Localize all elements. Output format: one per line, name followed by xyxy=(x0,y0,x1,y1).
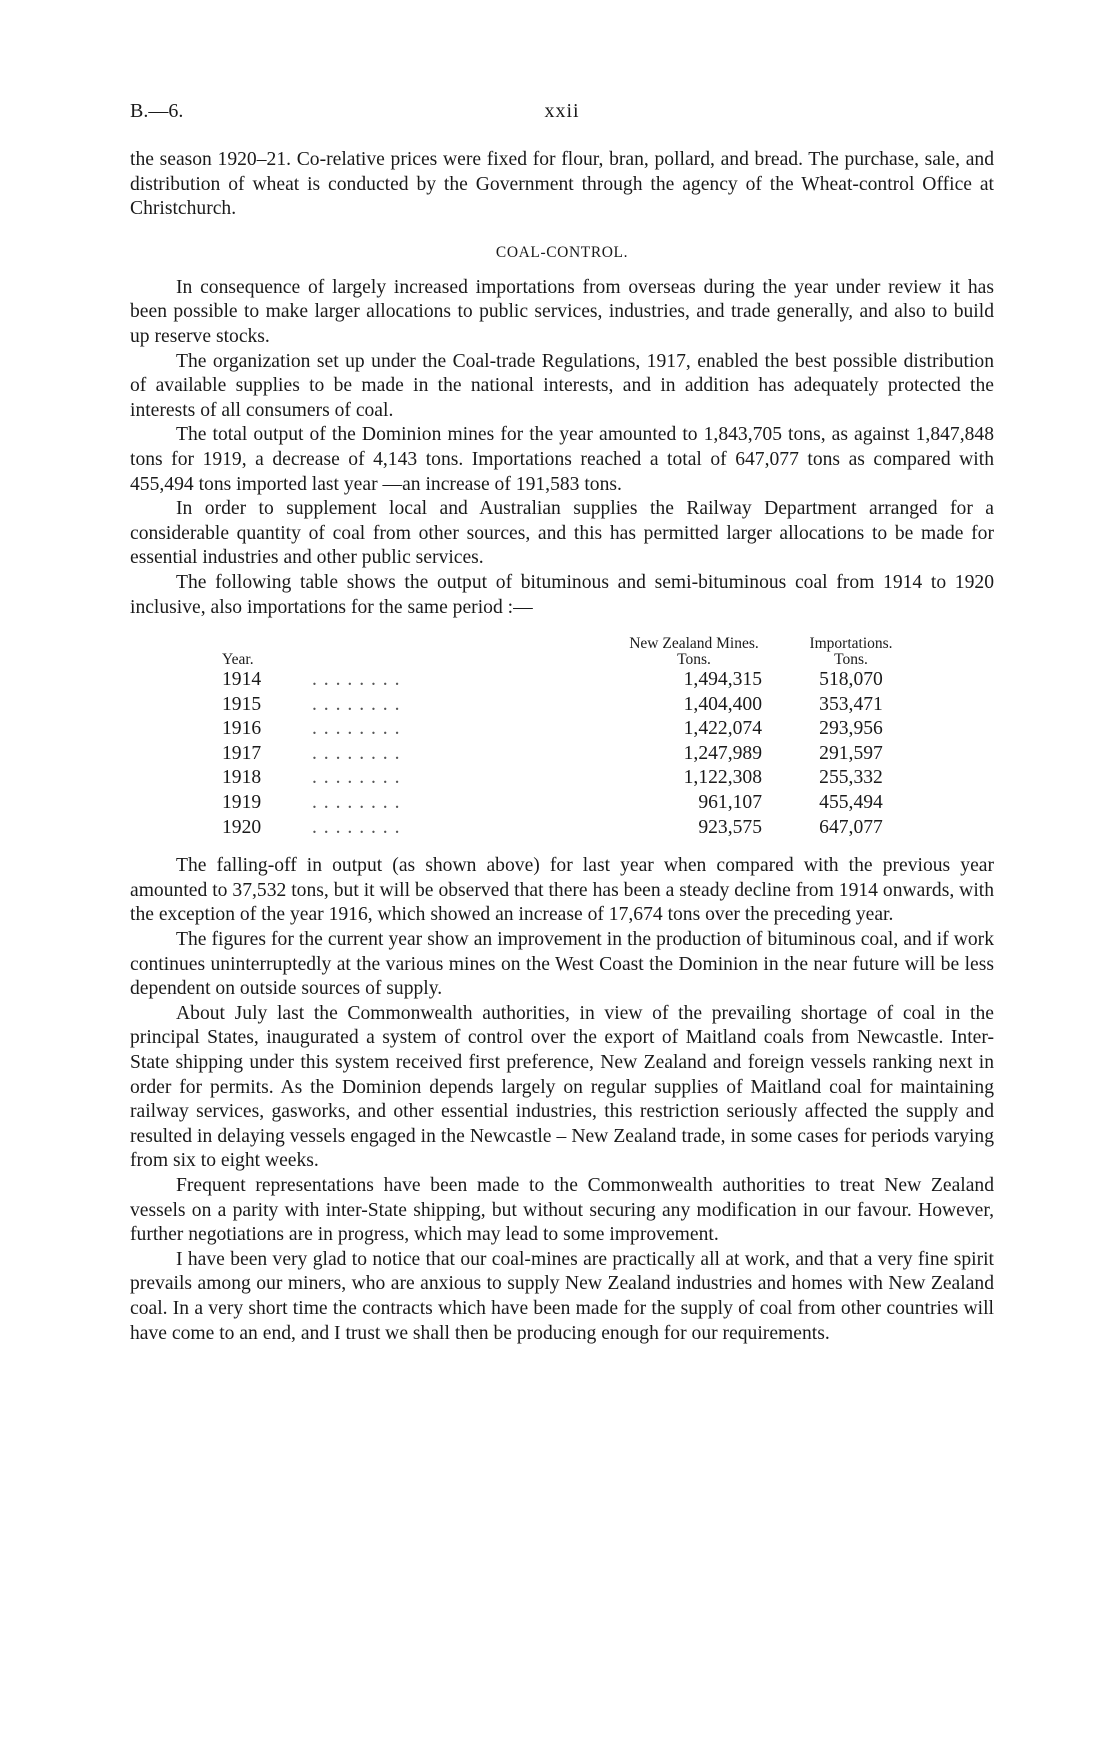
cell-nz-tons: 1,494,315 xyxy=(683,669,762,691)
header-importations-unit: Tons. xyxy=(834,651,868,669)
section-heading: COAL-CONTROL. xyxy=(495,243,629,261)
intro-paragraph: the season 1920–21. Co-relative prices were fixed for flour, bran, pollard, and bread. The purchase, sale, and distribution of wheat is conducted by the Government through the agency of the Wheat-control Office at Christchurch. xyxy=(130,149,994,220)
leader-dots: . . . . . . . . xyxy=(312,669,401,691)
cell-nz-tons: 1,422,074 xyxy=(683,718,762,740)
cell-nz-tons: 1,122,308 xyxy=(683,767,762,789)
cell-nz-tons: 1,404,400 xyxy=(683,693,762,715)
leader-dots: . . . . . . . . xyxy=(312,767,401,789)
header-year: Year. xyxy=(222,651,254,669)
paragraph: The total output of the Dominion mines for the year amounted to 1,843,705 tons, as against 1,847,848 tons for 1919, a decrease of 4,143 tons. Importations reached a total of 647,077 tons as compared with 455,494 tons imported last year —an increase of 191,583 tons. xyxy=(130,424,994,495)
cell-import-tons: 255,332 xyxy=(819,767,883,789)
table-row xyxy=(222,766,926,791)
header-nz-mines-label: New Zealand Mines. xyxy=(629,635,759,653)
cell-import-tons: 518,070 xyxy=(819,669,883,691)
body-text xyxy=(130,148,994,1346)
cell-year: 1918 xyxy=(222,767,262,789)
page-header xyxy=(130,100,994,126)
table-row xyxy=(222,742,926,767)
cell-nz-tons: 923,575 xyxy=(698,816,762,838)
cell-import-tons: 353,471 xyxy=(819,693,883,715)
table-row xyxy=(222,717,926,742)
paragraph: The figures for the current year show an improvement in the production of bituminous coal, and if work continues uninterruptedly at the various mines on the West Coast the Dominion in the near future will be less dependent on outside sources of supply. xyxy=(130,929,994,1000)
header-nz-mines xyxy=(612,636,776,668)
coal-output-table xyxy=(222,636,926,840)
cell-year: 1915 xyxy=(222,693,262,715)
cell-nz-tons: 1,247,989 xyxy=(683,742,762,764)
cell-nz-tons: 961,107 xyxy=(698,792,762,814)
paragraph: About July last the Commonwealth authorities, in view of the prevailing shortage of coal in the principal States, inaugurated a system of control over the export of Maitland coals from Newcastle. Inter-State shipping under this system received first preference, New Zealand and foreign vessels ranking next in order for permits. As the Dominion depends largely on regular supplies of Maitland coal for maintaining railway services, gasworks, and other essential industries, this restriction seriously affected the supply and resulted in delaying vessels engaged in the Newcastle – New Zealand trade, in some cases for periods varying from six to eight weeks. xyxy=(130,1002,994,1172)
cell-year: 1919 xyxy=(222,792,262,814)
paragraph: In order to supplement local and Australian supplies the Railway Department arranged for a considerable quantity of coal from other sources, and this has permitted larger allocations to be made for essential industries and other public services. xyxy=(130,498,994,569)
document-reference: B.—6. xyxy=(130,100,184,122)
cell-import-tons: 647,077 xyxy=(819,816,883,838)
cell-year: 1916 xyxy=(222,718,262,740)
leader-dots: . . . . . . . . xyxy=(312,718,401,740)
paragraph: In consequence of largely increased importations from overseas during the year under review it has been possible to make larger allocations to public services, industries, and trade generally, and also to build up reserve stocks. xyxy=(130,276,994,347)
table-row xyxy=(222,816,926,841)
paragraph: The following table shows the output of bituminous and semi-bituminous coal from 1914 to 1920 inclusive, also importations for the same period :— xyxy=(130,571,994,618)
page-number: xxii xyxy=(544,100,580,122)
table-row xyxy=(222,791,926,816)
cell-import-tons: 455,494 xyxy=(819,792,883,814)
cell-year: 1914 xyxy=(222,669,262,691)
leader-dots: . . . . . . . . xyxy=(312,742,401,764)
header-importations-label: Importations. xyxy=(809,635,893,653)
leader-dots: . . . . . . . . xyxy=(312,693,401,715)
cell-import-tons: 291,597 xyxy=(819,742,883,764)
leader-dots: . . . . . . . . xyxy=(312,792,401,814)
leader-dots: . . . . . . . . xyxy=(312,816,401,838)
paragraph: Frequent representations have been made to the Commonwealth authorities to treat New Zealand vessels on a parity with inter-State shipping, but without securing any modification in our favour. However, further negotiations are in progress, which may lead to some improvement. xyxy=(130,1174,994,1246)
paragraph: I have been very glad to notice that our coal-mines are practically all at work, and that a very fine spirit prevails among our miners, who are anxious to supply New Zealand industries and homes with New Zealand coal. In a very short time the contracts which have been made for the supply of coal from other countries will have come to an end, and I trust we shall then be producing enough for our requirements. xyxy=(130,1248,994,1344)
cell-year: 1920 xyxy=(222,816,262,838)
table-header-row xyxy=(222,636,926,668)
paragraph: The falling-off in output (as shown above) for last year when compared with the previous year amounted to 37,532 tons, but it will be observed that there has been a steady decline from 1914 onwards, with the exception of the year 1916, which showed an increase of 17,674 tons over the preceding year. xyxy=(130,855,994,926)
cell-import-tons: 293,956 xyxy=(819,718,883,740)
table-row xyxy=(222,693,926,718)
paragraph: The organization set up under the Coal-trade Regulations, 1917, enabled the best possible distribution of available supplies to be made in the national interests, and in addition has adequately protected the interests of all consumers of coal. xyxy=(130,350,994,421)
header-nz-mines-unit: Tons. xyxy=(677,651,711,669)
table-row xyxy=(222,668,926,693)
header-importations xyxy=(776,636,926,668)
cell-year: 1917 xyxy=(222,742,262,764)
